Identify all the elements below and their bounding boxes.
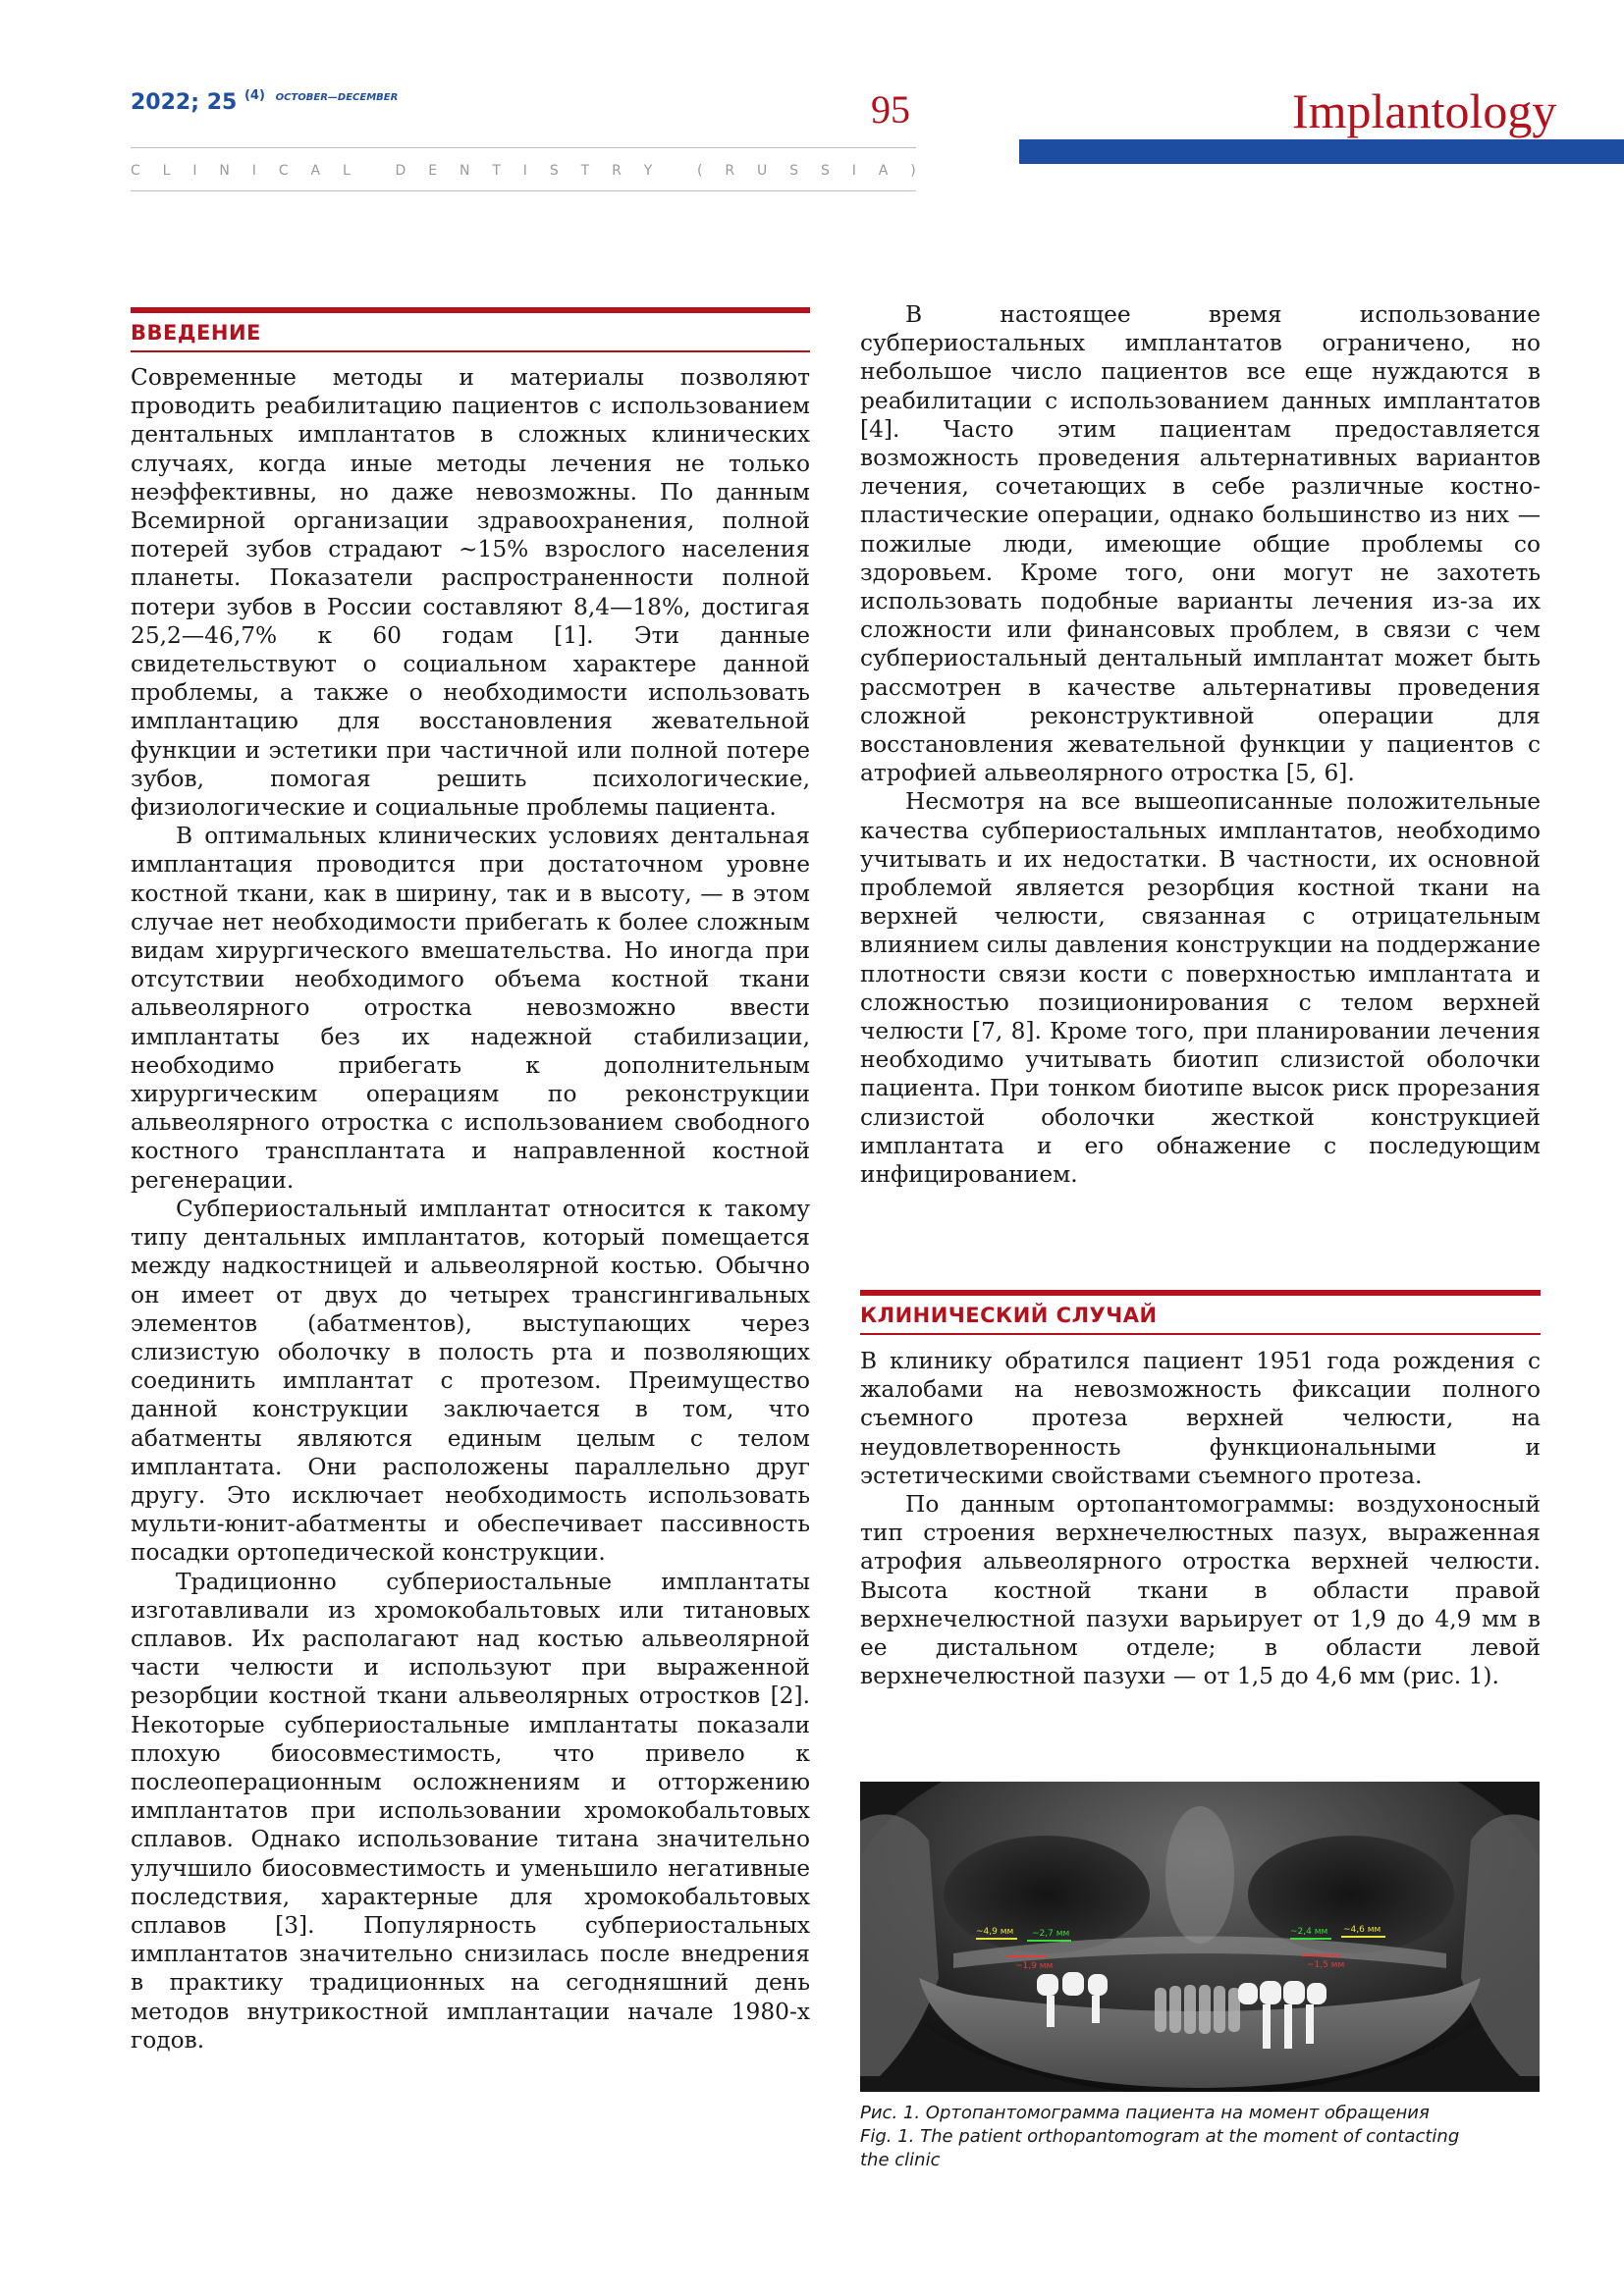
intro-text <box>131 363 810 2055</box>
xray-illustration <box>860 1782 1540 2092</box>
journal-name-letter: A <box>878 163 889 179</box>
paragraph: В клинику обратился пациент 1951 года рождения с жалобами на невозможность фиксации полного съемного протеза верхней челюсти, на неудовлетворенность функциональными и эстетическими свойствами съемного протеза. <box>860 1348 1541 1489</box>
heading-rule-top <box>131 307 810 313</box>
measure-right-red: ~1,9 мм <box>1015 1961 1054 1971</box>
header-rule-bottom <box>131 190 916 191</box>
journal-name-letter: Y <box>643 163 653 179</box>
case-text <box>860 1347 1541 1690</box>
heading-rule-bottom <box>131 350 810 352</box>
intro-heading: ВВЕДЕНИЕ <box>131 321 261 345</box>
journal-name-letter: C <box>278 163 289 179</box>
journal-name-letter: ) <box>910 163 916 179</box>
section-title: Implantology <box>1292 83 1557 138</box>
journal-name-letter: L <box>162 163 171 179</box>
journal-name-letter: S <box>789 163 799 179</box>
measure-left-green: ~2,4 мм <box>1290 1927 1328 1937</box>
section-color-bar <box>1019 139 1624 164</box>
journal-volume <box>131 90 398 115</box>
journal-name-letter: N <box>219 163 230 179</box>
figure-caption <box>860 2102 1567 2172</box>
journal-name-letter: U <box>757 163 768 179</box>
paragraph: В настоящее время использование субпериостальных имплантатов ограничено, но небольшое число пациентов все еще нуждаются в реабилитации с использованием данных имплантатов [4]. Часто этим пациентам предоставляется возможность проведения альтернативных вариантов лечения, сочетающих в себе различные костно-пластические операции, однако большинство из них — пожилые люди, имеющие общие проблемы со здоровьем. Кроме того, они могут не захотеть использовать подобные варианты лечения из-за их сложности или финансовых проблем, в связи с чем субпериостальный дентальный имплантат может быть рассмотрен в качестве альтернативы проведения сложной реконструктивной операции для восстановления жевательной функции у пациентов с атрофией альвеолярного отростка [5, 6]. <box>860 301 1541 787</box>
year-volume: 2022; 25 <box>131 90 238 115</box>
case-heading: КЛИНИЧЕСКИЙ СЛУЧАЙ <box>860 1304 1158 1327</box>
page-number: 95 <box>871 87 910 132</box>
journal-name-letter: S <box>820 163 830 179</box>
journal-name-letter: A <box>310 163 321 179</box>
journal-name-letter: R <box>612 163 622 179</box>
header-rule-top <box>131 147 916 148</box>
heading-rule-bottom <box>860 1333 1541 1335</box>
caption-en-line1: Fig. 1. The patient orthopantomogram at the moment of contacting <box>860 2126 1460 2147</box>
heading-rule-top <box>860 1290 1541 1296</box>
journal-name <box>131 163 916 183</box>
paragraph: Современные методы и материалы позволяют проводить реабилитацию пациентов с использованием дентальных имплантатов в сложных клинических случаях, когда иные методы лечения не только неэффективны, но даже невозможны. По данным Всемирной организации здравоохранения, полной потерей зубов страдают ~15% взрослого населения планеты. Показатели распространенности полной потери зубов в России составляют 8,4—18%, достигая 25,2—46,7% к 60 годам [1]. Эти данные свидетельствуют о социальном характере данной проблемы, а также о необходимости использовать имплантацию для восстановления жевательной функции и эстетики при частичной или полной потере зубов, помогая решить психологические, физиологические и социальные проблемы пациента. <box>131 364 810 822</box>
measure-left-red: ~1,5 мм <box>1307 1960 1345 1970</box>
journal-name-letter: T <box>492 163 501 179</box>
journal-name-letter: N <box>459 163 470 179</box>
journal-name-letter: I <box>851 163 856 179</box>
journal-name-letter: I <box>522 163 527 179</box>
journal-name-letter: I <box>251 163 256 179</box>
journal-name-letter: D <box>395 163 406 179</box>
paragraph: Традиционно субпериостальные имплантаты изготавливали из хромокобальтовых или титановых сплавов. Их располагают над костью альвеолярной части челюсти и используют при выраженной резорбции костной ткани альвеолярных отростков [2]. Некоторые субпериостальные имплантаты показали плохую биосовместимость, что привело к послеоперационным осложнениям и отторжению имплантатов при использовании хромокобальтовых сплавов. Однако использование титана значительно улучшило биосовместимость и уменьшило негативные последствия, характерные для хромокобальтовых сплавов [3]. Популярность субпериостальных имплантатов значительно снизилась после внедрения в практику традиционных на сегодняшний день методов внутрикостной имплантации начале 1980-х годов. <box>131 1568 810 2054</box>
paragraph: По данным ортопантомограммы: воздухоносный тип строения верхнечелюстных пазух, выраженная атрофия альвеолярного отростка верхней челюсти. Высота костной ткани в области правой верхнечелюстной пазухи варьирует от 1,9 до 4,9 мм в ее дистальном отделе; в области левой верхнечелюстной пазухи — от 1,5 до 4,6 мм (рис. 1). <box>860 1491 1541 1690</box>
journal-name-letter: I <box>192 163 197 179</box>
paragraph: Несмотря на все вышеописанные положительные качества субпериостальных имплантатов, необходимо учитывать и их недостатки. В частности, их основной проблемой является резорбция костной ткани на верхней челюсти, связанная с отрицательным влиянием силы давления конструкции на поддержание плотности связи кости с поверхностью имплантата и сложностью позиционирования с телом верхней челюсти [7, 8]. Кроме того, при планировании лечения необходимо учитывать биотип слизистой оболочки пациента. При тонком биотипе высок риск прорезания слизистой оболочки жесткой конструкцией имплантата и его обнажение с последующим инфицированием. <box>860 788 1541 1189</box>
journal-name-letter: ( <box>697 163 703 179</box>
caption-ru: Рис. 1. Ортопантомограмма пациента на момент обращения <box>860 2103 1430 2123</box>
paragraph: В оптимальных клинических условиях дентальная имплантация проводится при достаточном уровне костной ткани, как в ширину, так и в высоту, — в этом случае нет необходимости прибегать к более сложным видам хирургического вмешательства. Но иногда при отсутствии необходимого объема костной ткани альвеолярного отростка невозможно ввести имплантаты без их надежной стабилизации, необходимо прибегать к дополнительным хирургическим операциям по реконструкции альвеолярного отростка с использованием свободного костного трансплантата и направленной костной регенерации. <box>131 823 810 1194</box>
journal-name-letter: E <box>428 163 438 179</box>
issue-months: OCTOBER—DECEMBER <box>275 92 399 103</box>
paragraph: Субпериостальный имплантат относится к такому типу дентальных имплантатов, который помещается между надкостницей и альвеолярной костью. Обычно он имеет от двух до четырех трансгингивальных элементов (абатментов), выступающих через слизистую оболочку в полость рта и позволяющих соединить имплантат с протезом. Преимущество данной конструкции заключается в том, что абатменты являются единым целым с телом имплантата. Они расположены параллельно друг другу. Это исключает необходимость использовать мульти-юнит-абатменты и обеспечивает пассивность посадки ортопедической конструкции. <box>131 1195 810 1567</box>
measure-right-green: ~2,7 мм <box>1032 1929 1070 1939</box>
journal-name-letter: T <box>580 163 590 179</box>
measure-left-yellow: ~4,6 мм <box>1343 1925 1381 1935</box>
measure-right-yellow: ~4,9 мм <box>976 1927 1014 1937</box>
orthopantomogram-image <box>860 1782 1540 2092</box>
journal-name-letter: R <box>725 163 735 179</box>
journal-name-letter: S <box>549 163 559 179</box>
right-column-text <box>860 300 1541 1189</box>
issue-number: (4) <box>244 88 265 103</box>
journal-name-letter: C <box>131 163 140 179</box>
caption-en-line2: the clinic <box>860 2150 941 2170</box>
journal-name-letter: L <box>342 163 351 179</box>
